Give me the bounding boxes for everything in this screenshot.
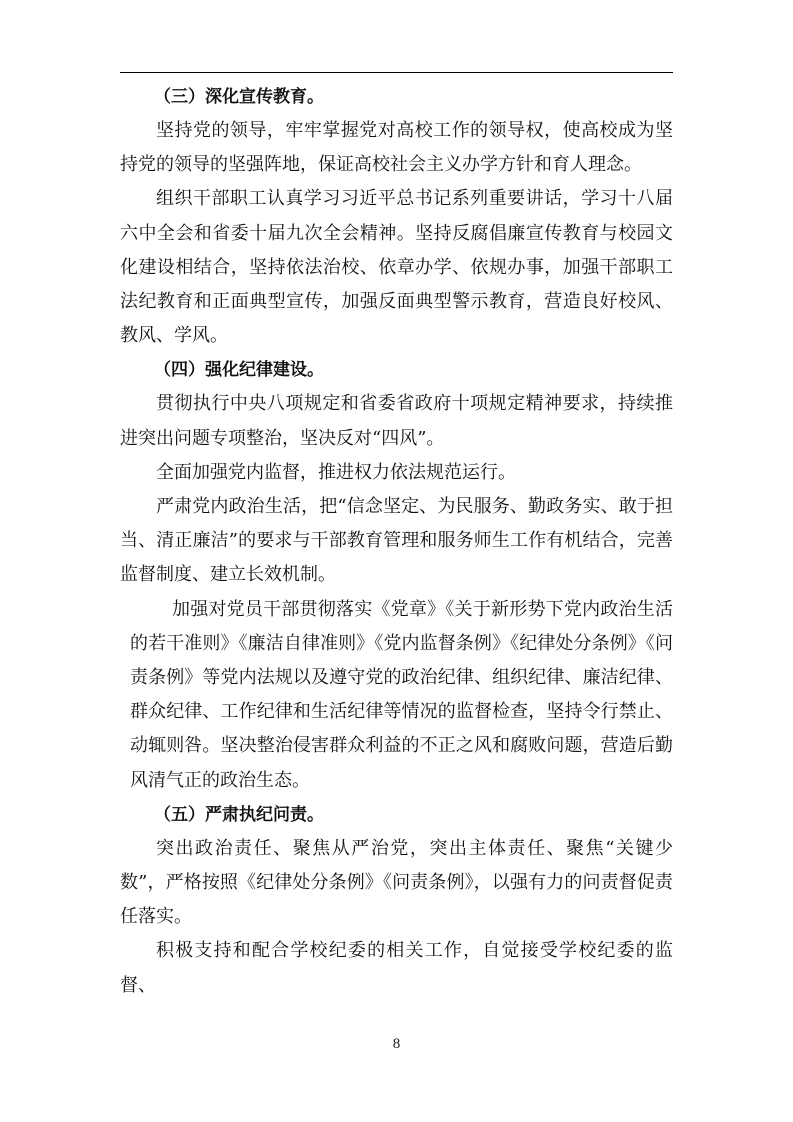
section-heading-3: （三）深化宣传教育。 xyxy=(154,87,324,107)
body-paragraph: 全面加强党内监督，推进权力依法规范运行。 xyxy=(156,461,516,483)
body-paragraph: 贯彻执行中央八项规定和省委省政府十项规定精神要求，持续推进突出问题专项整治，坚决反对“四风”。 xyxy=(120,393,673,449)
body-paragraph: 突出政治责任、聚焦从严治党，突出主体责任、聚焦“关键少数”，严格按照《纪律处分条例》《问责条例》，以强有力的问责督促责任落实。 xyxy=(120,837,673,928)
section-heading-4: （四）强化纪律建设。 xyxy=(154,360,324,381)
section-heading-5: （五）严肃执纪问责。 xyxy=(154,804,324,825)
header-rule xyxy=(120,72,673,73)
body-paragraph: 加强对党员干部贯彻落实《党章》《关于新形势下党内政治生活的若干准则》《廉洁自律准则》《党内监督条例》《纪律处分条例》《问责条例》等党内法规以及遵守党的政治纪律、组织纪律、廉洁纪律、群众纪律、工作纪律和生活纪律等情况的监督检查，坚持令行禁止、动辄则咎。坚决整治侵害群众利益的不正之风和腐败问题，营造后勤风清气正的政治生态。 xyxy=(130,598,673,791)
body-paragraph: 严肃党内政治生活，把“信念坚定、为民服务、勤政务实、敢于担当、清正廉洁”的要求与干部教育管理和服务师生工作有机结合，完善监督制度、建立长效机制。 xyxy=(120,496,673,586)
document-body xyxy=(120,80,673,1003)
body-paragraph: 坚持党的领导，牢牢掌握党对高校工作的领导权，使高校成为坚持党的领导的坚强阵地，保证高校社会主义办学方针和育人理念。 xyxy=(120,120,673,176)
page-number: 8 xyxy=(392,1036,401,1052)
body-paragraph: 积极支持和配合学校纪委的相关工作，自觉接受学校纪委的监督、 xyxy=(120,940,673,996)
body-paragraph: 组织干部职工认真学习习近平总书记系列重要讲话，学习十八届六中全会和省委十届九次全会精神。坚持反腐倡廉宣传教育与校园文化建设相结合，坚持依法治校、依章办学、依规办事，加强干部职工法纪教育和正面典型宣传，加强反面典型警示教育，营造良好校风、教风、学风。 xyxy=(120,188,673,347)
